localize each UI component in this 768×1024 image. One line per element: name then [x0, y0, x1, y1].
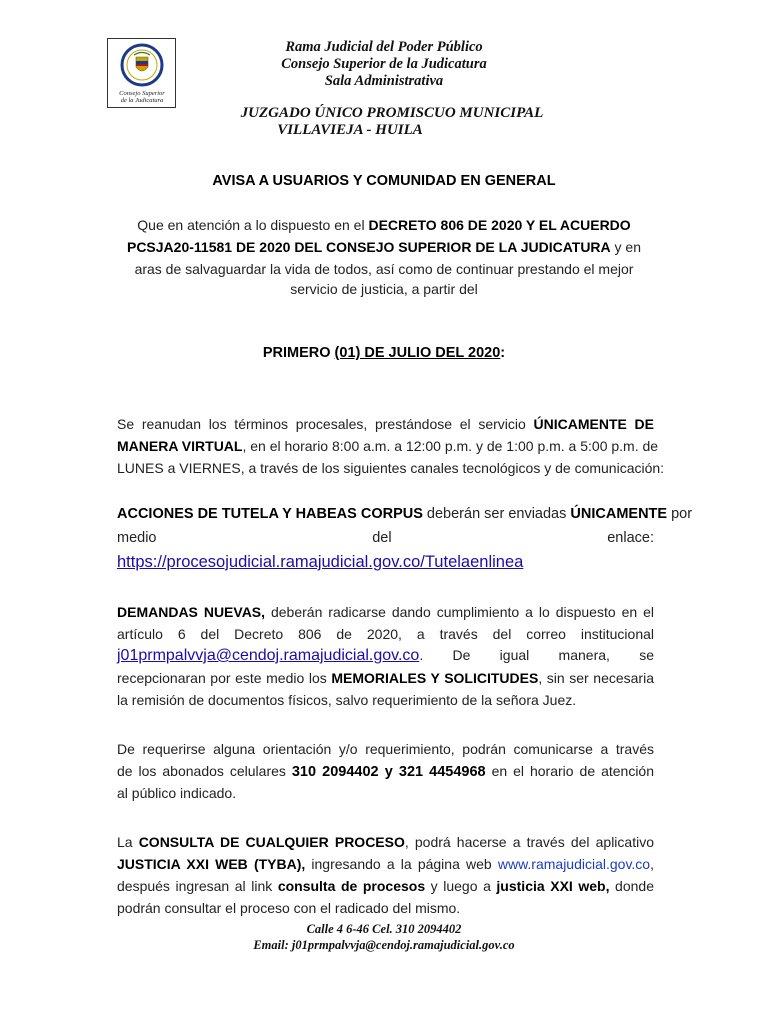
- logo-caption: Consejo Superior de la Judicatura: [119, 90, 165, 104]
- p3-line-1: DEMANDAS NUEVAS, deberán radicarse dando cumplimiento a lo dispuesto en el: [117, 604, 654, 620]
- p3-line-2: artículo 6 del Decreto 806 de 2020, a través del correo institucional: [117, 626, 654, 642]
- header-line-3: Sala Administrativa: [324, 73, 444, 89]
- p1-line-1: Se reanudan los términos procesales, prestándose el servicio ÚNICAMENTE DE: [117, 416, 655, 432]
- p4-line-2: de los abonados celulares 310 2094402 y 321 4454968 en el horario de atención: [117, 763, 654, 780]
- p4-line-3: al público indicado.: [117, 785, 237, 801]
- p5-line-4: podrán consultar el proceso con el radicado del mismo.: [117, 900, 461, 916]
- intro-line-3: aras de salvaguardar la vida de todos, así como de continuar prestando el mejor: [134, 261, 634, 277]
- header-line-1: Rama Judicial del Poder Público: [285, 39, 483, 55]
- intro-line-4: servicio de justicia, a partir del: [290, 281, 478, 297]
- footer-address: Calle 4 6-46 Cel. 310 2094402: [306, 922, 462, 936]
- header-line-2: Consejo Superior de la Judicatura: [281, 56, 487, 72]
- tutela-link[interactable]: [117, 551, 523, 573]
- p3-line-5: la remisión de documentos físicos, salvo requerimiento de la señora Juez.: [117, 692, 577, 708]
- p4-line-1: De requerirse alguna orientación y/o requerimiento, podrán comunicarse a través: [117, 741, 654, 757]
- p2-line-1: ACCIONES DE TUTELA Y HABEAS CORPUS deberán ser enviadas ÚNICAMENTE por: [117, 506, 693, 522]
- p3-line-3: j01prmpalvvja@cendoj.ramajudicial.gov.co. De igual manera, se: [117, 647, 654, 664]
- intro-line-2: PCSJA20-11581 DE 2020 DEL CONSEJO SUPERIOR DE LA JUDICATURA y en: [126, 239, 642, 255]
- email-link[interactable]: j01prmpalvvja@cendoj.ramajudicial.gov.co: [117, 647, 420, 664]
- p3-line-4: recepcionaran por este medio los MEMORIALES Y SOLICITUDES, sin ser necesaria: [117, 670, 654, 686]
- footer-email: Email: j01prmpalvvja@cendoj.ramajudicial.gov.co: [253, 938, 515, 952]
- notice-title: AVISA A USUARIOS Y COMUNIDAD EN GENERAL: [212, 173, 556, 189]
- p1-line-3: LUNES a VIERNES, a través de los siguientes canales tecnológicos y de comunicación:: [117, 460, 665, 476]
- intro-line-1: Que en atención a lo dispuesto en el DECRETO 806 DE 2020 Y EL ACUERDO: [137, 217, 631, 233]
- tutela-link-text[interactable]: https://procesojudicial.ramajudicial.gov.co/Tutelaenlinea: [117, 553, 524, 571]
- date-heading: PRIMERO (01) DE JULIO DEL 2020:: [262, 345, 506, 361]
- p2-line-2: medio del enlace:: [117, 530, 654, 546]
- ramajudicial-web-link[interactable]: www.ramajudicial.gov.co: [497, 856, 651, 872]
- court-name: JUZGADO ÚNICO PROMISCUO MUNICIPAL: [240, 105, 544, 121]
- p1-line-2: MANERA VIRTUAL, en el horario 8:00 a.m. a 12:00 p.m. y de 1:00 p.m. a 5:00 p.m. de: [117, 438, 659, 454]
- p5-line-1: La CONSULTA DE CUALQUIER PROCESO, podrá hacerse a través del aplicativo: [117, 834, 654, 850]
- court-location: VILLAVIEJA - HUILA: [277, 122, 423, 138]
- p5-line-3: después ingresan al link consulta de procesos y luego a justicia XXI web, donde: [117, 878, 654, 894]
- p5-line-2: JUSTICIA XXI WEB (TYBA), ingresando a la página web www.ramajudicial.gov.co,: [117, 856, 654, 872]
